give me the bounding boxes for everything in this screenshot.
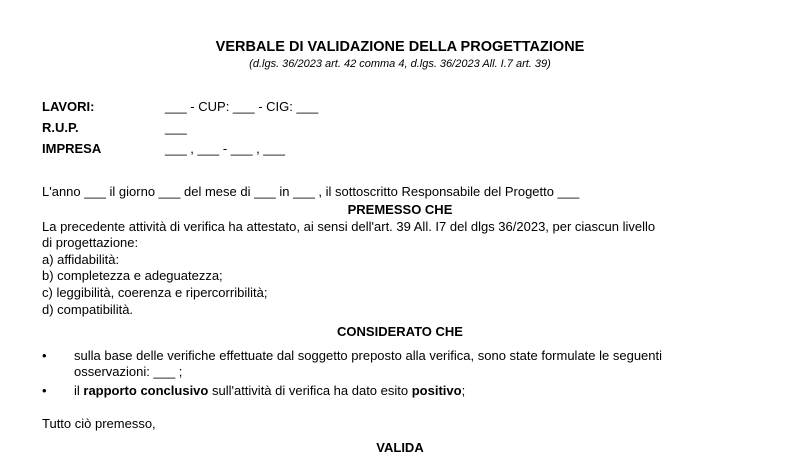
intro-paragraph: L'anno ___ il giorno ___ del mese di ___ in ___ , il sottoscritto Responsabile del Progetto ___	[42, 184, 580, 199]
positivo-bold: positivo	[411, 383, 462, 398]
bullet-text-line-2: osservazioni: ___ ;	[74, 364, 183, 379]
bullet-icon: •	[42, 383, 47, 398]
premesso-heading: PREMESSO CHE	[347, 202, 453, 217]
info-row-impresa	[42, 141, 742, 159]
document-subtitle: (d.lgs. 36/2023 art. 42 comma 4, d.lgs. 36/2023 All. I.7 art. 39)	[249, 58, 551, 70]
verifica-line-2: di progettazione:	[42, 235, 139, 250]
bullet-text-line-1: sulla base delle verifiche effettuate dal soggetto preposto alla verifica, sono state formulate le seguenti	[74, 348, 663, 363]
considerato-heading: CONSIDERATO CHE	[337, 324, 463, 339]
bullet-text-part: ;	[461, 383, 466, 398]
list-item: d) compatibilità.	[42, 302, 134, 317]
bullet-text-part: sull'attività di verifica ha dato esito	[208, 383, 412, 398]
rup-value: ___	[165, 120, 187, 135]
info-row-lavori	[42, 99, 742, 117]
impresa-label: IMPRESA	[42, 141, 102, 156]
impresa-value: ___ , ___ - ___ , ___	[165, 141, 285, 156]
list-item: c) leggibilità, coerenza e ripercorribilità;	[42, 285, 268, 300]
tutto-premesso: Tutto ciò premesso,	[42, 416, 156, 431]
rapporto-conclusivo-bold: rapporto conclusivo	[83, 383, 209, 398]
valida-heading: VALIDA	[376, 440, 424, 455]
verifica-line-1: La precedente attività di verifica ha attestato, ai sensi dell'art. 39 All. I7 del dlgs 36/2023, per ciascun livello	[42, 219, 656, 234]
bullet-text-part: il	[74, 383, 84, 398]
document-title: VERBALE DI VALIDAZIONE DELLA PROGETTAZIONE	[215, 39, 585, 55]
rup-label: R.U.P.	[42, 120, 79, 135]
list-item: b) completezza e adeguatezza;	[42, 268, 223, 283]
lavori-value: ___ - CUP: ___ - CIG: ___	[165, 99, 319, 114]
info-row-rup	[42, 120, 742, 138]
lavori-label: LAVORI:	[42, 99, 95, 114]
bullet-text	[74, 383, 754, 399]
bullet-icon: •	[42, 348, 47, 363]
list-item: a) affidabilità:	[42, 252, 120, 267]
